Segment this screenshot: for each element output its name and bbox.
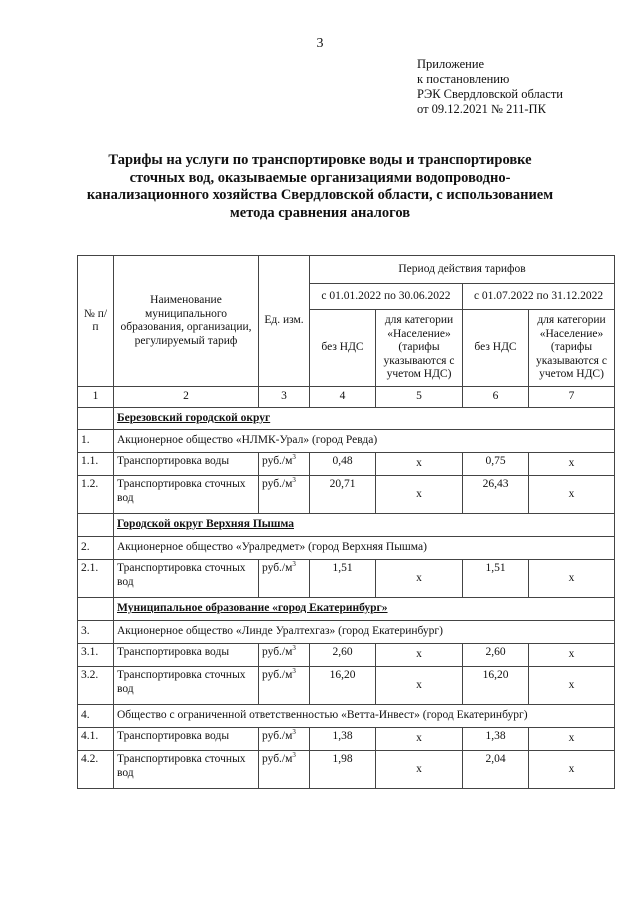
org-name: Общество с ограниченной ответственностью «Ветта-Инвест» (город Екатеринбург): [114, 705, 615, 728]
row-value-1: 1,51: [310, 560, 376, 598]
section-row: [78, 514, 615, 537]
appendix-line: к постановлению: [417, 72, 510, 86]
row-unit: $руб./м^3$: [259, 560, 310, 598]
row-population-2: х: [529, 476, 615, 514]
row-population-1: х: [376, 560, 463, 598]
row-population-1: х: [376, 476, 463, 514]
org-row: [78, 537, 615, 560]
org-name: Акционерное общество «НЛМК-Урал» (город Ревда): [114, 430, 615, 453]
row-number: 4.1.: [78, 728, 114, 751]
row-population-1: х: [376, 667, 463, 705]
row-value-2: 0,75: [463, 453, 529, 476]
header-num: № п/п: [78, 256, 114, 387]
row-value-2: 2,60: [463, 644, 529, 667]
document-title: Тарифы на услуги по транспортировке воды и транспортировке сточных вод, оказываемые организациями водопроводно-канализационного хозяйства Свердловской области, с использованием метода сравнения аналогов: [86, 152, 554, 221]
row-unit: $руб./м^3$: [259, 644, 310, 667]
org-row: [78, 621, 615, 644]
table-row: [78, 644, 615, 667]
row-value-2: 2,04: [463, 751, 529, 789]
row-value-2: 26,43: [463, 476, 529, 514]
table-row: [78, 728, 615, 751]
page-number: 3: [316, 36, 324, 51]
org-number: 3.: [78, 621, 114, 644]
column-number: 4: [310, 387, 376, 408]
appendix-block: [417, 57, 563, 117]
row-value-1: 2,60: [310, 644, 376, 667]
row-number: 3.2.: [78, 667, 114, 705]
header-period-1: с 01.01.2022 по 30.06.2022: [310, 284, 463, 310]
column-number: 2: [114, 387, 259, 408]
header-period-2: с 01.07.2022 по 31.12.2022: [463, 284, 615, 310]
row-value-2: 1,51: [463, 560, 529, 598]
org-row: [78, 430, 615, 453]
row-value-1: 1,38: [310, 728, 376, 751]
row-value-2: 16,20: [463, 667, 529, 705]
table-row: [78, 667, 615, 705]
row-name: Транспортировка сточных вод: [114, 476, 259, 514]
header-population-1: для категории «Население» (тарифы указываются с учетом НДС): [376, 310, 463, 387]
header-period: Период действия тарифов: [310, 256, 615, 284]
header-no-vat-1: без НДС: [310, 310, 376, 387]
table-row: [78, 560, 615, 598]
row-population-2: х: [529, 560, 615, 598]
row-population-1: х: [376, 644, 463, 667]
appendix-line: от 09.12.2021 № 211-ПК: [417, 102, 546, 116]
empty-cell: [78, 514, 114, 537]
row-number: 1.2.: [78, 476, 114, 514]
header-name: Наименование муниципального образования, организации, регулируемый тариф: [114, 256, 259, 387]
org-row: [78, 705, 615, 728]
appendix-line: РЭК Свердловской области: [417, 87, 563, 101]
row-population-1: х: [376, 453, 463, 476]
row-population-2: х: [529, 453, 615, 476]
row-population-2: х: [529, 667, 615, 705]
row-population-1: х: [376, 751, 463, 789]
tariff-table: [77, 255, 615, 789]
row-unit: $руб./м^3$: [259, 667, 310, 705]
row-name: Транспортировка воды: [114, 728, 259, 751]
row-name: Транспортировка воды: [114, 453, 259, 476]
appendix-line: Приложение: [417, 57, 485, 71]
row-population-2: х: [529, 644, 615, 667]
org-number: 4.: [78, 705, 114, 728]
row-unit: $руб./м^3$: [259, 476, 310, 514]
row-value-1: 16,20: [310, 667, 376, 705]
row-value-1: 1,98: [310, 751, 376, 789]
org-number: 2.: [78, 537, 114, 560]
column-number: 7: [529, 387, 615, 408]
empty-cell: [78, 598, 114, 621]
empty-cell: [78, 408, 114, 430]
row-name: Транспортировка сточных вод: [114, 560, 259, 598]
row-population-1: х: [376, 728, 463, 751]
row-unit: $руб./м^3$: [259, 728, 310, 751]
section-row: [78, 598, 615, 621]
row-number: 3.1.: [78, 644, 114, 667]
table-row: [78, 476, 615, 514]
section-row: [78, 408, 615, 430]
row-population-2: х: [529, 751, 615, 789]
row-name: Транспортировка сточных вод: [114, 667, 259, 705]
header-no-vat-2: без НДС: [463, 310, 529, 387]
header-population-2: для категории «Население» (тарифы указываются с учетом НДС): [529, 310, 615, 387]
org-name: Акционерное общество «Уралредмет» (город Верхняя Пышма): [114, 537, 615, 560]
column-number: 6: [463, 387, 529, 408]
column-number: 5: [376, 387, 463, 408]
org-number: 1.: [78, 430, 114, 453]
column-number: 1: [78, 387, 114, 408]
row-population-2: х: [529, 728, 615, 751]
column-number: 3: [259, 387, 310, 408]
column-numbers-row: [78, 387, 615, 408]
row-value-1: 20,71: [310, 476, 376, 514]
row-number: 2.1.: [78, 560, 114, 598]
row-name: Транспортировка воды: [114, 644, 259, 667]
header-unit: Ед. изм.: [259, 256, 310, 387]
table-row: [78, 453, 615, 476]
section-title: Городской округ Верхняя Пышма: [114, 514, 615, 537]
row-value-2: 1,38: [463, 728, 529, 751]
org-name: Акционерное общество «Линде Уралтехгаз» (город Екатеринбург): [114, 621, 615, 644]
row-unit: $руб./м^3$: [259, 453, 310, 476]
table-row: [78, 751, 615, 789]
row-number: 4.2.: [78, 751, 114, 789]
row-number: 1.1.: [78, 453, 114, 476]
row-value-1: 0,48: [310, 453, 376, 476]
row-name: Транспортировка сточных вод: [114, 751, 259, 789]
section-title: Березовский городской округ: [114, 408, 615, 430]
row-unit: $руб./м^3$: [259, 751, 310, 789]
section-title: Муниципальное образование «город Екатеринбург»: [114, 598, 615, 621]
